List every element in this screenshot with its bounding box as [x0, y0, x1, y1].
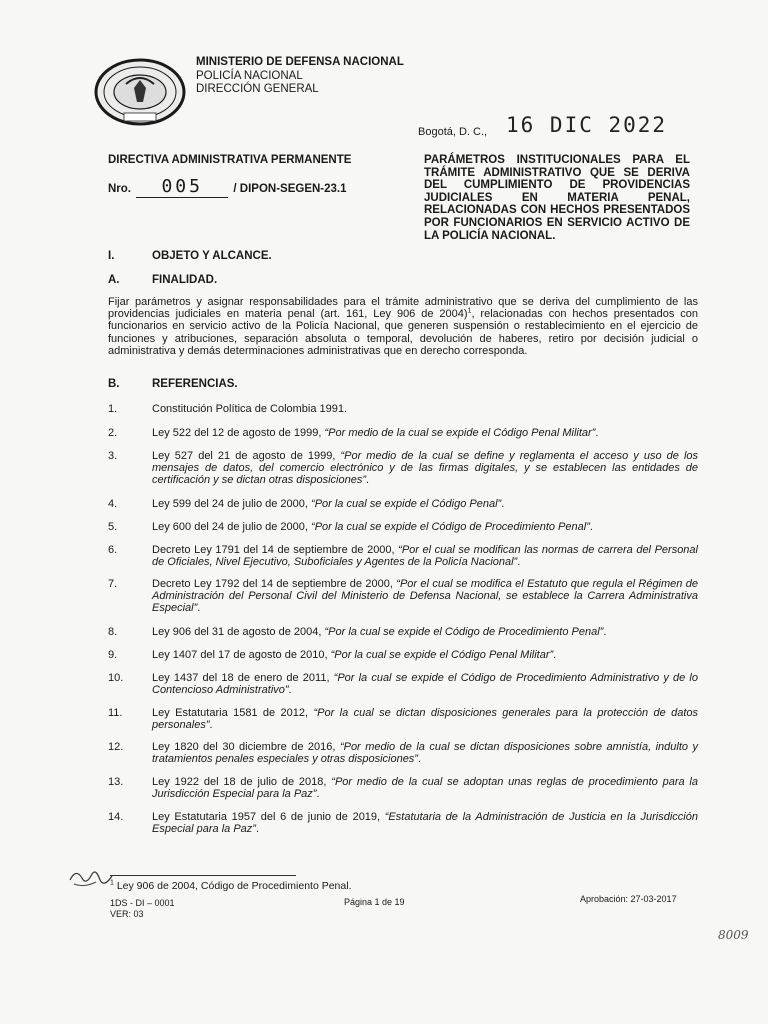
reference-end: .: [595, 427, 599, 439]
reference-end: .: [417, 753, 422, 766]
section-title: FINALIDAD.: [152, 274, 218, 286]
reference-text: Constitución Política de Colombia 1991.: [152, 403, 348, 415]
directive-title: DIRECTIVA ADMINISTRATIVA PERMANENTE: [108, 154, 352, 166]
reference-number: 8.: [108, 626, 118, 638]
reference-text: Ley Estatutaria 1957 del 6 de junio de 2019,: [152, 811, 385, 823]
section-number: I.: [108, 250, 115, 262]
reference-quote: “Por la cual se expide el Código de Procedimiento Penal”: [324, 626, 604, 638]
footnote: [110, 880, 352, 892]
reference-text: Ley 906 del 31 de agosto de 2004,: [152, 626, 325, 638]
reference-quote: “Por la cual se expide el Código de Procedimiento Penal”: [311, 521, 590, 533]
section-number: B.: [108, 378, 120, 390]
reference-quote: “Por la cual se dictan disposiciones generales para la protección de datos personales”: [152, 707, 698, 732]
reference-end: .: [209, 719, 213, 732]
purpose-text-end: , relacionadas con hechos presentados con funcionarios en servicio activo de la Policía Nacional, que generen suspensión o restablecimiento en el ejercicio de funciones y atribuciones, separación absoluta o temporal, devolución de haberes, retiro por decisión judicial o administrativa y demás determinaciones administrativas que en derecho corresponda.: [108, 308, 698, 357]
ministry-name: MINISTERIO DE DEFENSA NACIONAL: [196, 56, 404, 68]
reference-text: Ley 1922 del 18 de julio de 2018,: [152, 776, 332, 788]
footnote-separator: [110, 875, 296, 876]
reference-number: 2.: [108, 427, 118, 439]
section-title: OBJETO Y ALCANCE.: [152, 250, 272, 262]
reference-text: Ley 600 del 24 de julio de 2000,: [152, 521, 312, 533]
reference-number: 12.: [108, 741, 124, 753]
reference-number: 9.: [108, 649, 118, 661]
approval-date: Aprobación: 27-03-2017: [580, 894, 677, 904]
reference-quote: “Por la cual se expide el Código Penal”: [311, 498, 502, 510]
directive-code: / DIPON-SEGEN-23.1: [233, 183, 347, 195]
purpose-paragraph: [108, 296, 698, 357]
section-title: REFERENCIAS.: [152, 378, 238, 390]
section-a-heading: [108, 274, 408, 288]
reference-end: .: [603, 626, 607, 638]
date-stamp: 16 DIC 2022: [506, 113, 668, 137]
footer-doc-info: [110, 898, 175, 919]
reference-number: 1.: [108, 403, 118, 415]
reference-quote: “Por el cual se modifica el Estatuto que regula el Régimen de Administración del Personal Civil del Ministerio de Defensa Nacional, se establece la Carrera Administrativa Especial”: [152, 578, 698, 615]
reference-number: 6.: [108, 544, 118, 556]
doc-code: 1DS - DI – 0001: [110, 898, 175, 908]
purpose-text-start: Fijar parámetros y asignar responsabilidades para el trámite administrativo que se deriva del cumplimiento de las providencias judiciales en materia penal (art. 161, Ley 906 de 2004): [108, 296, 698, 321]
reference-text: Decreto Ley 1792 del 14 de septiembre de 2000,: [152, 578, 397, 590]
police-emblem: [94, 58, 186, 128]
reference-text: Ley 522 del 12 de agosto de 1999,: [152, 427, 325, 439]
directive-subject: PARÁMETROS INSTITUCIONALES PARA EL TRÁMITE ADMINISTRATIVO QUE SE DERIVA DEL CUMPLIMIENTO DE PROVIDENCIAS JUDICIALES EN MATERIA PENAL, RELACIONADAS CON HECHOS PRESENTADOS POR FUNCIONARIOS EN SERVICIO ACTIVO DE LA POLICÍA NACIONAL.: [424, 154, 690, 242]
date-city: Bogotá, D. C.,: [418, 126, 488, 138]
page-number: Página 1 de 19: [344, 897, 405, 907]
reference-number: 13.: [108, 776, 124, 788]
ministry-header: [196, 56, 404, 97]
reference-text: Decreto Ley 1791 del 14 de septiembre de 2000,: [152, 544, 399, 556]
reference-end: .: [316, 788, 320, 801]
reference-number: 3.: [108, 450, 118, 462]
nro-label: Nro.: [108, 183, 131, 195]
reference-number: 5.: [108, 521, 118, 533]
reference-quote: “Por medio de la cual se dictan disposiciones sobre amnistía, indulto y tratamientos penales especiales y otras disposiciones”: [152, 741, 698, 766]
footnote-reference: 1: [467, 307, 472, 315]
reference-end: .: [365, 474, 370, 487]
reference-end: .: [501, 498, 505, 510]
reference-end: .: [517, 556, 521, 569]
handwritten-margin-note: 8009: [718, 928, 749, 942]
footnote-text: Ley 906 de 2004, Código de Procedimiento Penal.: [113, 880, 352, 892]
reference-quote: “Estatutaria de la Administración de Justicia en la Jurisdicción Especial para la Paz”: [152, 811, 698, 836]
directive-number-row: [108, 176, 347, 198]
reference-number: 11.: [108, 707, 123, 719]
handwritten-initials: [68, 866, 114, 892]
reference-number: 4.: [108, 498, 118, 510]
directorate-name: DIRECCIÓN GENERAL: [196, 83, 319, 95]
reference-number: 7.: [108, 578, 118, 590]
reference-quote: “Por el cual se modifican las normas de carrera del Personal de Oficiales, Nivel Ejecutivo, Suboficiales y Agentes de la Policía Nacional”: [152, 544, 698, 569]
reference-end: .: [255, 823, 260, 836]
doc-version: VER: 03: [110, 908, 144, 919]
reference-quote: “Por medio de la cual se expide el Código Penal Militar”: [324, 427, 596, 439]
reference-text: Ley 1820 del 30 diciembre de 2016,: [152, 741, 340, 753]
reference-number: 14.: [108, 811, 124, 823]
reference-text: Ley 527 del 21 de agosto de 1999,: [152, 450, 341, 462]
reference-end: .: [288, 684, 292, 697]
reference-number: 10.: [108, 672, 124, 684]
section-i-heading: [108, 250, 408, 264]
section-number: A.: [108, 274, 120, 286]
directive-number: 005: [136, 176, 228, 198]
police-name: POLICÍA NACIONAL: [196, 69, 303, 82]
reference-text: Ley Estatutaria 1581 de 2012,: [152, 707, 314, 719]
reference-quote: “Por la cual se expide el Código de Procedimiento Administrativo y de lo Contencioso Administrativo”: [152, 672, 698, 697]
reference-text: Ley 1437 del 18 de enero de 2011,: [152, 672, 334, 684]
reference-end: .: [197, 602, 201, 615]
reference-quote: “Por medio de la cual se define y reglamenta el acceso y uso de los mensajes de datos, del comercio electrónico y de las firmas digitales, y se establecen las entidades de certificación y se dictan otras disposiciones”: [152, 450, 698, 487]
reference-quote: “Por la cual se expide el Código Penal Militar”: [330, 649, 554, 661]
reference-end: .: [589, 521, 593, 533]
reference-quote: “Por medio de la cual se adoptan unas reglas de procedimiento para la Jurisdicción Especial para la Paz”: [152, 776, 698, 801]
footnote-mark: 1: [110, 879, 114, 887]
reference-text: Ley 599 del 24 de julio de 2000,: [152, 498, 312, 510]
section-b-heading: [108, 378, 408, 392]
reference-text: Ley 1407 del 17 de agosto de 2010,: [152, 649, 331, 661]
reference-end: .: [553, 649, 557, 661]
